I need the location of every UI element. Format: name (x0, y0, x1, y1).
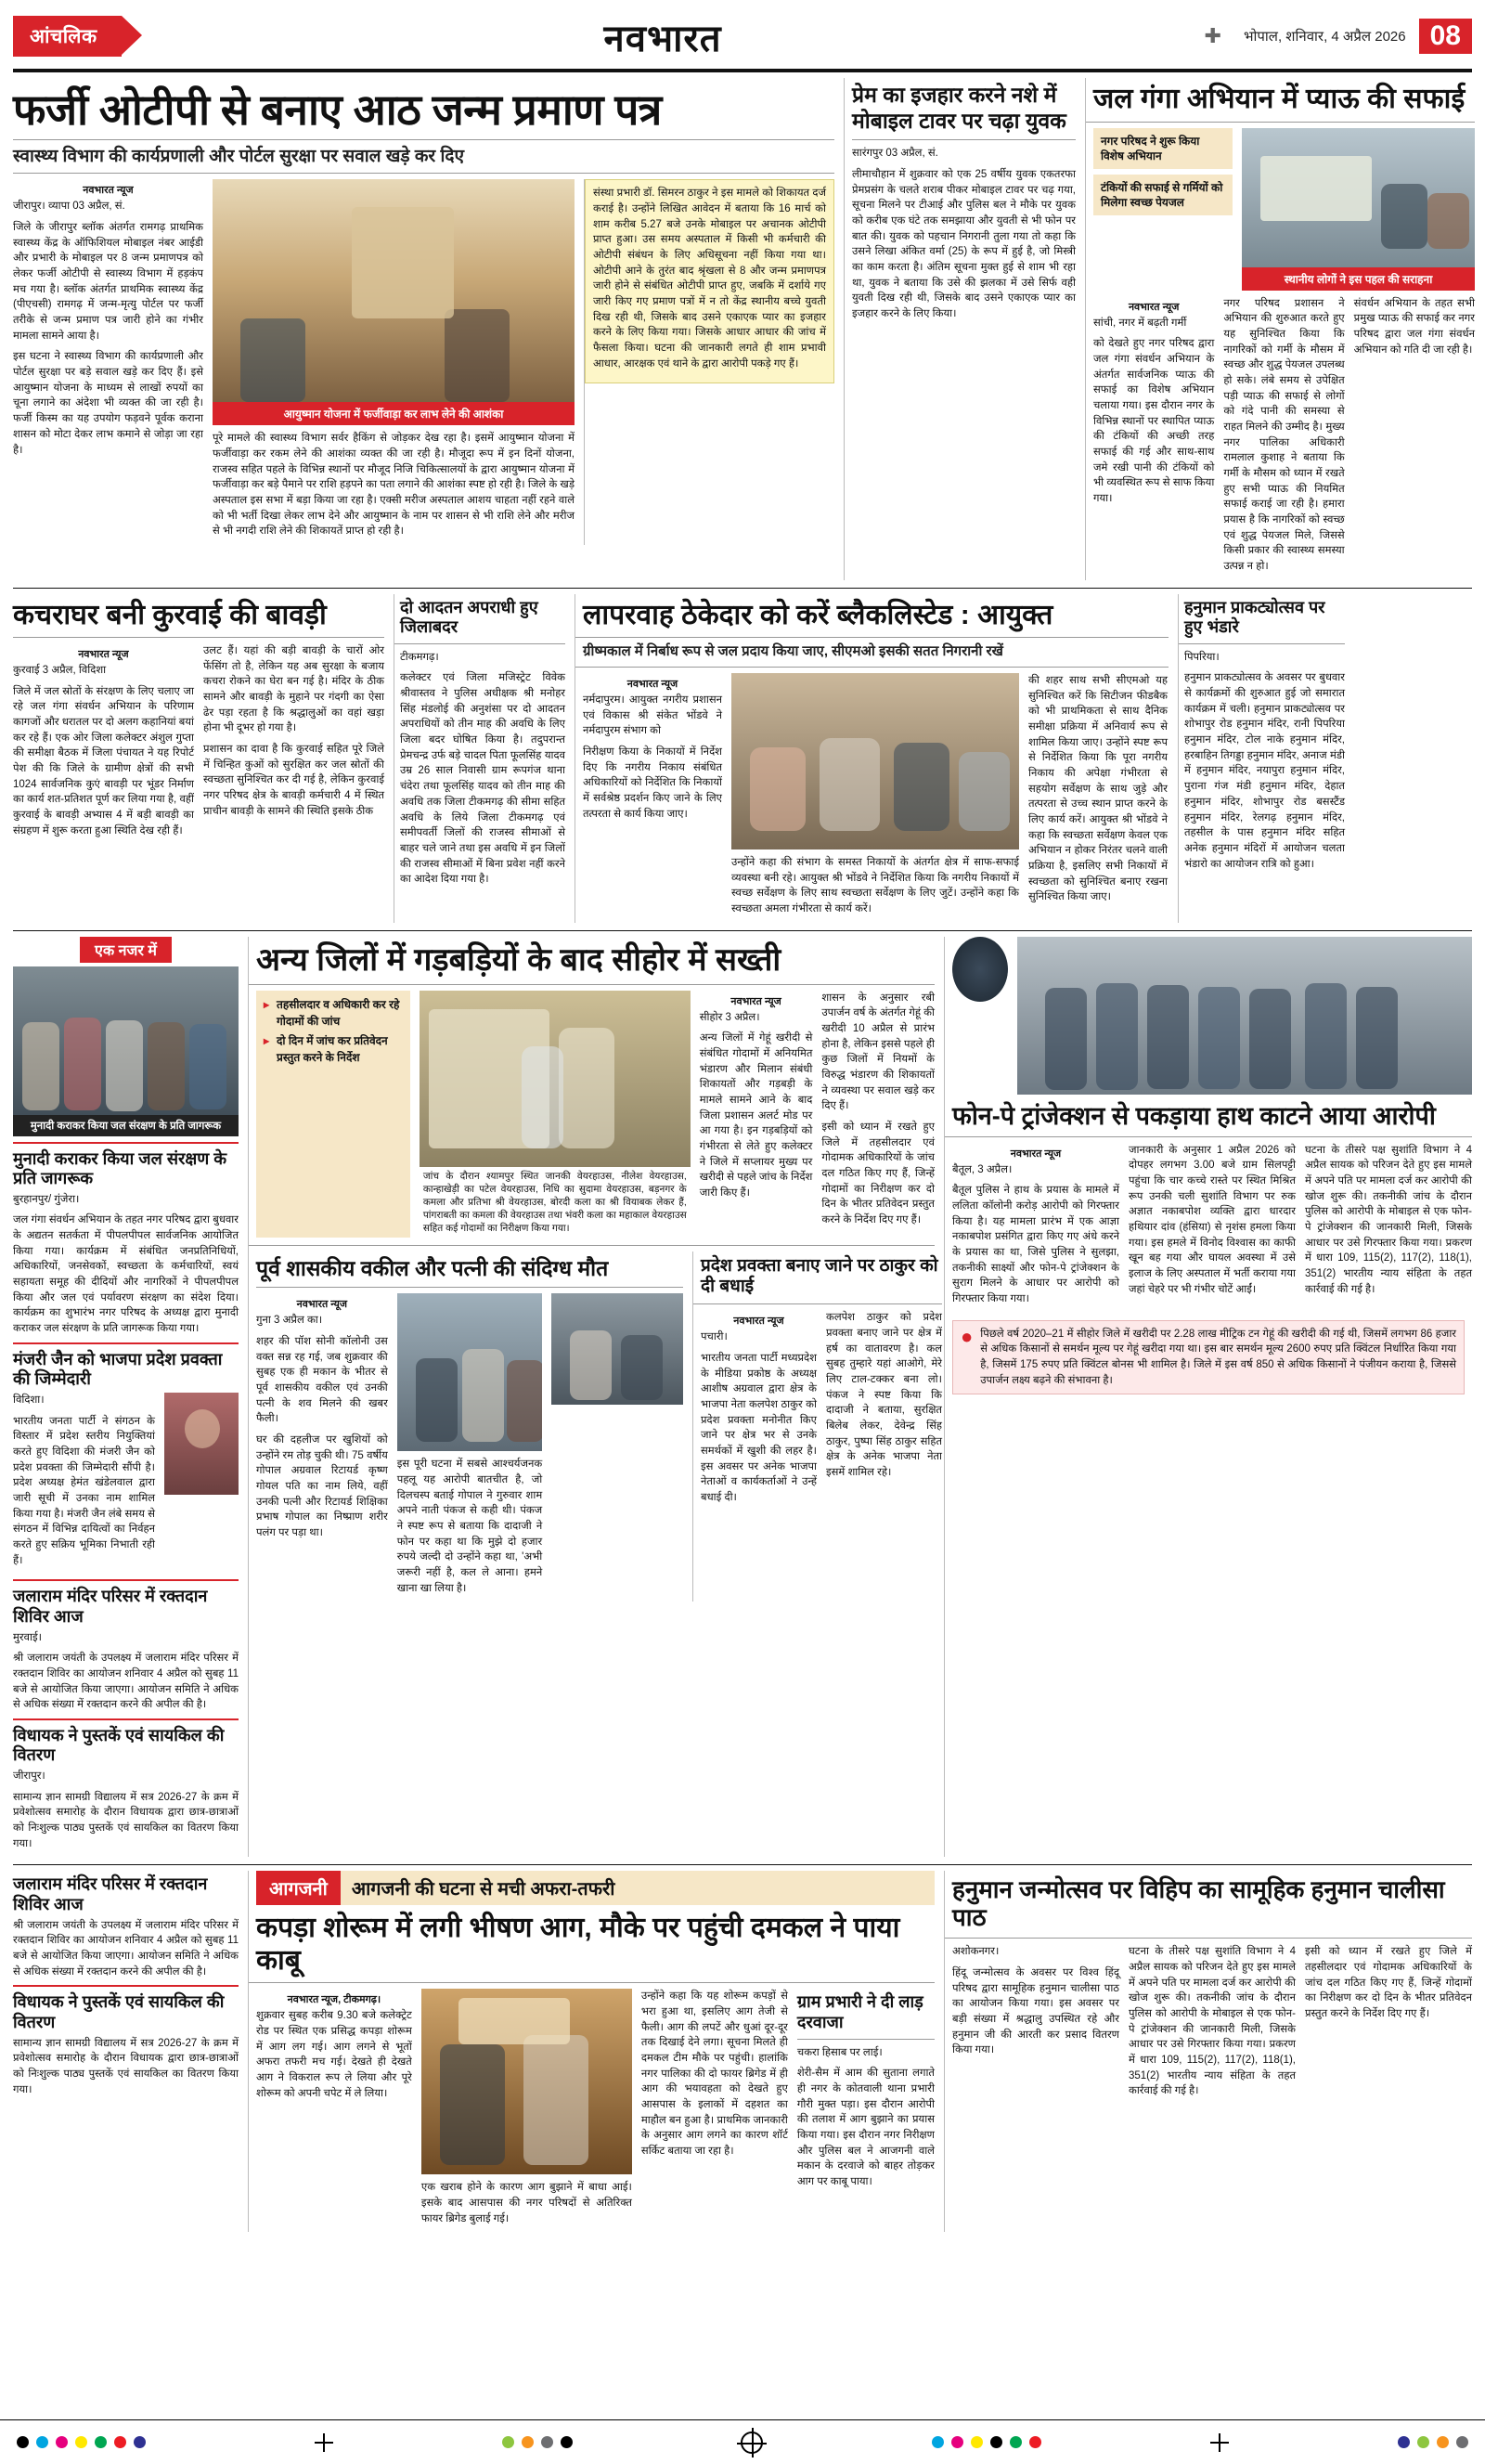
kachra-headline: कचराघर बनी कुरवाई की बावड़ी (13, 599, 327, 630)
sehore-photo (420, 991, 691, 1167)
center-column (248, 937, 942, 1858)
glance-item-4-text: सामान्य ज्ञान सामग्री विद्यालय में सत्र 2026-27 के क्रम में प्रवेशोत्सव समारोह के दौरान विधायक द्वारा छात्र-छात्राओं को निःशुल्क पाठ्य पुस्तकें एवं सायकिल का वितरण किया गया। (13, 1791, 239, 1849)
chalisa-dateline: अशोकनगर। (952, 1946, 1000, 1958)
jalganga-tag-2: टंकियों की सफाई से गर्मियों को मिलेगा स्वच्छ पेयजल (1093, 175, 1233, 215)
lead-sidebar-box (585, 179, 834, 383)
bjp-para-1: भारतीय जनता पार्टी मध्यप्रदेश के मीडिया प्रकोष्ठ के अध्यक्ष आशीष अग्रवाल द्वारा क्षेत्र के भाजपा नेता कलपेश ठाकुर को प्रदेश प्रवक्ता मनोनीत किए जाने पर क्षेत्र भर से उनके समर्थकों में खुशी की लहर है। इस अवसर पर अनेक भाजपा नेताओं व कार्यकर्ताओं ने उन्हें बधाई दी। (701, 1352, 817, 1503)
vigilance-para-1: शेरी-सैम में आम की सुताना लगाते ही नगर के कोतवाली थाना प्रभारी गौरी मुक्त पड़ा। इस दौरान आरोपी की तलाश में आग बुझाने का प्रयास किया गया। इस दौरान नगर निरीक्षण और पुलिस बल ने आजगनी वाले मकान के दरवाजे को बाहर तोड़कर आग पर काबू पाया। (796, 2068, 935, 2187)
contractor-byline: नवभारत न्यूज (626, 678, 678, 690)
lawyer-photo-2 (551, 1293, 683, 1405)
registration-target-icon (741, 2432, 763, 2454)
bottom-block (13, 1871, 1472, 2232)
calib-dots-mid (502, 2436, 573, 2448)
police-body (945, 1143, 1472, 1313)
top-right-block (844, 78, 1475, 580)
police-top (945, 937, 1472, 1095)
lawyer-dateline: गुना 3 अप्रैल का। (256, 1315, 323, 1327)
story-bjp (692, 1251, 942, 1602)
sehore-bullets (256, 991, 410, 1238)
lawyer-headline: पूर्व शासकीय वकील और पत्नी की संदिग्ध मौत (256, 1255, 609, 1280)
story-chalisa (944, 1871, 1472, 2232)
bjp-dateline: पचारी। (701, 1331, 728, 1343)
lead-story (13, 78, 834, 580)
glance-item-3-head-dup: जलाराम मंदिर परिसर में रक्तदान शिविर आज (13, 1874, 208, 1914)
glance-item-4-text-dup: सामान्य ज्ञान सामग्री विद्यालय में सत्र 2026-27 के क्रम में प्रवेशोत्सव समारोह के दौरान विधायक द्वारा छात्र-छात्राओं को निःशुल्क पाठ्य पुस्तकें एवं सायकिल का वितरण किया गया। (13, 2037, 239, 2095)
jalganga-para-1: को देखते हुए नगर परिषद द्वारा जल गंगा संवर्धन अभियान के अंतर्गत सार्वजनिक प्याऊ की सफाई का विशेष अभियान चलाया गया। इस दौरान नगर के विभिन्न स्थानों पर स्थापित प्याऊ की टंकियों की अच्छी तरह सफाई की गई और साथ-साथ जमे रखी पानी की टंकियों को भी व्यवस्थित रूप से साफ किया गया। (1093, 338, 1215, 504)
jalganga-photo (1242, 128, 1475, 267)
lead-col-1 (13, 179, 203, 545)
glance-item-1-text: जल गंगा संवर्धन अभियान के तहत नगर परिषद द्वारा बुधवार के अद्यतन सतर्कता में पीपलपीपल सार्वजनिक आयोजित किया गया। कार्यक्रम में संबंधित जनप्रतिनिधियों, अधिकारियों, जनसेवकों, स्वच्छता के कर्मचारियों, स्वयं सहायता समूह की दीदियों और नागरिकों ने पीपलपीपल किया और जल एवं पर्यावरण संरक्षण का संदेश दिया। कार्यक्रम का शुभारंभ नगर परिषद के अध्यक्ष द्वारा मुनादी कराकर जल संरक्षण के प्रति जागरूक किया गया। (13, 1214, 239, 1335)
bullet-icon: ● (961, 1324, 974, 1348)
glance-portrait-photo (164, 1393, 239, 1495)
chalisa-headline: हनुमान जन्मोत्सव पर विहिप का सामूहिक हनुमान चालीसा पाठ (952, 1875, 1445, 1932)
glance-item-1-head: मुनादी कराकर किया जल संरक्षण के प्रति जागरूक (13, 1148, 227, 1188)
contractor-para-2: उन्होंने कहा की संभाग के समस्त निकायों के अंतर्गत क्षेत्र में साफ-सफाई व्यवस्था बनी रहे। आयुक्त श्री भोंडवे ने निर्देशित किया कि नगरीय निकायों में स्वच्छ सर्वेक्षण के लिए साथ स्वच्छता सर्वेक्षण के लिए जुटें। उन्होंने कहा कि स्वच्छता अमला गंभीरता से कार्य करें। (731, 856, 1019, 914)
lead-photo-col (213, 179, 575, 545)
lawyer-para-2: घर की दहलीज पर खुशियों को उन्होंने रम तोड़ चुकी थी। 75 वर्षीय गोपाल अग्रवाल रिटायर्ड कृष्ण गोयल पति का नाम लिये, वहीं उनकी पत्नी और रिटायर्ड शिक्षिका प्रभाष गोपाल का निष्प्राण शरीर पलंग पर पड़ा था। (256, 1433, 388, 1538)
glance-item-2-dateline: विदिशा। (13, 1394, 45, 1406)
love-para-1: लीमाचौहान में शुक्रवार को एक 25 वर्षीय युवक एकतरफा प्रेमप्रसंग के चलते शराब पीकर मोबाइल टावर पर चढ़ गया, सूचना मिलने पर टीआई और पुलिस बल ने मौके पर युवक को करीब एक घंटे तक समझाया और युवती से भी फोन पर बात की। युवक को पहचान निगरानी तुला गया तो कहा कि उसने लिखा अंकित वर्मा (25) के रूप में हुई है, जो मिस्त्री का काम करता है। अंतिम सूचना मुक्त हुई से शाम भी रहा था, युवक ने बताया कि उसे की झलका में उसे सिर्फ वही युवती दिख रही थी, जिसके बाद उसने एकाएक प्यार का इजहार करने के लिए किया। (852, 168, 1076, 319)
sehore-bullet-2: ▸ दो दिन में जांच कर प्रतिवेदन प्रस्तुत करने के निर्देश (264, 1032, 403, 1066)
contractor-cols (575, 673, 1169, 923)
lead-byline: नवभारत न्यूज (83, 185, 134, 197)
calib-dots-left (17, 2436, 146, 2448)
jalganga-taglines (1093, 128, 1233, 291)
lead-headline: फर्जी ओटीपी से बनाए आठ जन्म प्रमाण पत्र (13, 85, 662, 134)
love-headline: प्रेम का इजहार करने नशे में मोबाइल टावर पर चढ़ा युवक (852, 83, 1066, 133)
story-hanuman (1178, 594, 1345, 923)
lead-subhead: स्वास्थ्य विभाग की कार्यप्रणाली और पोर्टल सुरक्षा पर सवाल खड़े कर दिए (13, 146, 464, 166)
lead-para-1: जिले के जीरापुर ब्लॉक अंतर्गत रामगढ़ प्राथमिक स्वास्थ्य केंद्र के ऑफिशियल मोबाइल नंबर आईडी और प्रभारी के मोबाइल पर 8 जन्म प्रमाणपत्र को लेकर फर्जी ओटीपी से स्वास्थ्य विभाग में हड़कंप मच गया है। ब्लॉक अंतर्गत प्राथमिक स्वास्थ्य केंद्र (पीएचसी) रामगढ़ में जन्म-मृत्यु पोर्टल पर फर्जी तरीके से जन्म प्रमाण पत्र जारी होने का गंभीर मामला सामने आया है। (13, 222, 203, 342)
sehore-photo-caption: जांच के दौरान श्यामपुर स्थित जानकी वेयरहाउस, नीलेश वेयरहाउस, कान्हाखेड़ी का पटेल वेयरहाउस, निधि का सुदामा वेयरहाउस, बड़नगर के कमला और प्रतिभा श्री वेयरहाउस, बोरदी कला का श्री वियाबक लेकर हैं, पांगराबती का कमला की वेयरहाउस तथा भंवरी कला का महाकाल वेयरहाउस सहित कई गोदामों का निरीक्षण किया गया। (422, 1170, 687, 1234)
police-dateline: बैतूल, 3 अप्रैल। (952, 1163, 1013, 1175)
sehore-dateline: सीहोर 3 अप्रैल। (699, 1011, 760, 1023)
hanuman-byline: पिपरिया। (1184, 651, 1220, 663)
story-contractor (575, 594, 1169, 923)
calib-dots-right (932, 2436, 1041, 2448)
police-byline: नवभारत न्यूज (1010, 1148, 1062, 1160)
police-photo (1017, 937, 1472, 1095)
lead-para-3: पूरे मामले की स्वास्थ्य विभाग सर्वर हैकिंग से जोड़कर देख रहा है। इसमें आयुष्मान योजना में फर्जीवाड़ा कर रकम लेने की आशंका व्यक्त की जा रही है। मौजूदा रूप में इन दिनों योजना, राजस्व सहित पहले के विभिन्न स्थानों पर मौजूद निजि चिकित्सालयों के द्वारा आयुष्मान योजना में फर्जीवाड़ा कर बड़े पैमाने पर राशि हड़पने का पता लगाने की आशंका स्पष्ट हो रही है। जिले के खड़े अस्पताल इस सभा में बड़ा किया जा रहा है। एक्सी मरीज अस्पताल आशय चाहता नहीं रहने वाले को भी भर्ती दिखा लेकर लाभ देने और आयुष्मान के नाम पर शासन से भी राशि लेने और मरीज से भी नगदी राशि लेने की शिकायतें प्राप्त हो रही है। (213, 433, 575, 538)
jalganga-tag-1: नगर परिषद ने शुरू किया विशेष अभियान (1093, 128, 1233, 169)
police-para-3: घटना के तीसरे पक्ष सुशांति विभाग ने 4 अप्रैल सायक को परिजन देते हुए इस मामले में अपने पति पर मामला दर्ज कर आरोपी की खोज शुरू की। तकनीकी जांच के दौरान पुलिस को आरोपी के मोबाइल से एक फोन-पे ट्रांजेक्शन की जानकारी मिली, जिसके आधार पर उसे गिरफ्तार किया गया। प्रकरण में धारा 109, 115(2), 117(2), 118(1), 351(2) भारतीय न्याय संहिता के तहत कार्रवाई की गई है। (1305, 1144, 1472, 1295)
fire-headline: कपड़ा शोरूम में लगी भीषण आग, मौके पर पहुंची दमकल ने पाया काबू (256, 1913, 900, 1976)
glance-item-1-dateline: बुरहानपुर/ गुंजेरा। (13, 1193, 80, 1205)
jalganga-para-2: नगर परिषद प्रशासन ने अभियान की शुरुआत करते हुए यह सुनिश्चित किया कि नागरिकों को गर्मी के मौसम में स्वच्छ और शुद्ध पेयजल उपलब्ध हो सके। लंबे समय से उपेक्षित पड़ी प्याऊ की सफाई से लोगों को गंदे पानी की समस्या से राहत मिलने की उम्मीद है। मुख्य नगर पालिका अधिकारी रामलाल कुशाह ने बताया कि गर्मी के मौसम को ध्यान में रखते हुए सभी प्याऊ की नियमित सफाई कराई जा रही है। हमारा प्रयास है कि नागरिकों को स्वच्छ एवं शुद्ध पेयजल मिले, जिससे किसी प्रकार की स्वास्थ्य समस्या उत्पन्न न हो। (1223, 297, 1345, 572)
masthead-rule (13, 69, 1472, 72)
lawyer-photo (397, 1293, 542, 1451)
calib-dots-far-right (1398, 2436, 1468, 2448)
sehore-para-1: अन्य जिलों में गेहूं खरीदी से संबंधित गोदामों में अनियमित भंडारण और मिलान संबंधी शिकायतों और गड़बड़ी के मामले सामने आने के बाद जिला प्रशासन अलर्ट मोड पर आ गया है। इन गड़बड़ियों को गंभीरता से लेते हुए कलेक्टर ने जिले में सप्लायर मुख्य पर खरीदी से पहले जांच के निर्देश जारी किए हैं। (699, 1032, 813, 1200)
story-jal-ganga (1085, 78, 1475, 580)
sehore-para-2: शासन के अनुसार रबी उपार्जन वर्ष के अंतर्गत गेहूं की खरीदी 10 अप्रैल से प्रारंभ होना है, लेकिन इससे पहले ही कुछ जिलों में नियमों के विरुद्ध भंडारण की शिकायतों ने व्यवस्था पर सवाल खड़े कर दिए हैं। (821, 992, 935, 1112)
jalganga-dateline: सांची, नगर में बढ़ती गर्मी (1093, 317, 1187, 329)
sehore-para-3: इसी को ध्यान में रखते हुए जिले में तहसीलदार एवं गोदामक अधिकारियों के जांच दल गठित किए गए हैं, जिन्हें गोदामों का निरीक्षण कर दो दिन के भीतर प्रतिवेदन प्रस्तुत करने के निर्देश दिए गए हैं। (821, 1122, 935, 1226)
bjp-headline: प्रदेश प्रवक्ता बनाए जाने पर ठाकुर को दी बधाई (701, 1255, 938, 1297)
glance-item-3-text-dup: श्री जलाराम जयंती के उपलक्ष्य में जलाराम मंदिर परिसर में रक्तदान शिविर का आयोजन शनिवार 4 अप्रैल को सुबह 11 बजे से आयोजित किया जाएगा। आयोजन समिति ने अधिक से अधिक संख्या में रक्तदान करने की अपील की है। (13, 1919, 239, 1978)
glance-photo (13, 966, 239, 1115)
hanuman-para-1: हनुमान प्राकट्योत्सव के अवसर पर बुधवार से कार्यक्रमों की शुरुआत हुई जो समारात कार्यक्रम में चली। हनुमान प्राकट्योत्सव पर शोभापुर रोड हनुमान मंदिर, रानी पिपरिया हनुमान मंदिर, टोल नाके हनुमान मंदिर, हरबाहिन तिगड्डा हनुमान मंदिर, अनाज मंडी में हनुमान मंदिर, नयापुरा हनुमान मंदिर, पुराना गंज मंडी हनुमान मंदिर, देहात हनुमान मंदिर, शोभापुर रोड बसस्टैंड हनुमान मंदिर, रेलगढ़ हनुमान मंदिर, तहसील के पास हनुमान मंदिर सहित अनेक हनुमान मंदिरों में आयोजन चलता भंडारो का आयोजन रात्रि को हुआ। (1184, 672, 1345, 870)
jalganga-photo-caption: स्थानीय लोगों ने इस पहल की सराहना (1242, 267, 1475, 291)
kachra-cols (13, 643, 384, 844)
lead-photo (213, 179, 575, 402)
jalganga-para-3: संवर्धन अभियान के तहत सभी प्रमुख प्याऊ की सफाई कर नगर परिषद द्वारा जल गंगा संवर्धन अभियान को गति दी जा रही है। (1353, 297, 1475, 356)
lawyer-byline: नवभारत न्यूज (296, 1299, 348, 1311)
sehore-headline: अन्य जिलों में गड़बड़ियों के बाद सीहोर में सख्ती (256, 941, 781, 978)
story-fire (248, 1871, 935, 2232)
bjp-byline: नवभारत न्यूज (733, 1316, 784, 1328)
newspaper-page (0, 9, 1485, 2464)
sehore-bullet-1: ▸ तहसीलदार व अधिकारी कर रहे गोदामों की जांच (264, 996, 403, 1030)
jalganga-photo-wrap (1242, 128, 1475, 291)
lead-photo-caption: आयुष्मान योजना में फर्जीवाड़ा कर लाभ लेने की आशंका (213, 402, 575, 425)
criminals-dateline: टीकमगढ़। (400, 651, 439, 663)
glance-item-2-head: मंजरी जैन को भाजपा प्रदेश प्रवक्ता की जिम्मेदारी (13, 1349, 223, 1389)
glance-item-2-text: भारतीय जनता पार्टी ने संगठन के विस्तार में प्रदेश स्तरीय नियुक्तियां करते हुए विदिशा की मंजरी जैन को प्रदेश प्रवक्ता की जिम्मेदारी सौंपी है। प्रदेश अध्यक्ष हेमंत खंडेलवाल द्वारा जारी सूची में उनका नाम शामिल किया गया है। मंजरी जैन लंबे समय से संगठन में विभिन्न दायित्वों का निर्वहन करते हुए सक्रिय भूमिका निभाती रही हैं। (13, 1415, 155, 1566)
glance-item-4-head-dup: विधायक ने पुस्तकें एवं सायकिल की वितरण (13, 1992, 225, 2031)
sehore-byline: नवभारत न्यूज (730, 995, 781, 1007)
kachra-dateline: कुरवाई 3 अप्रैल, विदिशा (13, 665, 107, 677)
story-police (944, 937, 1472, 1858)
love-dateline: सारंगपुर 03 अप्रैल, सं. (852, 148, 938, 160)
second-block (13, 594, 1472, 923)
fire-body (249, 1989, 935, 2232)
jalganga-body (1086, 296, 1475, 580)
right-top-row (845, 78, 1475, 580)
jalganga-top (1086, 128, 1475, 291)
masthead-right (1205, 19, 1472, 54)
story-glance (13, 937, 239, 1858)
lawyer-para-1: शहर की पॉश सोनी कॉलोनी उस वक्त सन्न रह गई, जब शुक्रवार की सुबह एक ही मकान के भीतर से पूर्व शासकीय वकील एवं उनकी पत्नी के शव मिलने की खबर फैली। (256, 1335, 388, 1425)
fire-band-text: आगजनी की घटना से मची अफरा-तफरी (341, 1871, 935, 1905)
place-date: भोपाल, शनिवार, 4 अप्रैल 2026 (1243, 29, 1406, 45)
criminals-headline: दो आदतन अपराधी हुए जिलाबदर (400, 597, 538, 637)
glance-item-4-dateline: जीरापुर। (13, 1770, 45, 1783)
sehore-para-3-dup: इसी को ध्यान में रखते हुए जिले में तहसीलदार एवं गोदामक अधिकारियों के जांच दल गठित किए गए हैं, जिन्हें गोदामों का निरीक्षण कर दो दिन के भीतर प्रतिवेदन प्रस्तुत करने के निर्देश दिए गए हैं। (1305, 1946, 1472, 2019)
police-para-2: जानकारी के अनुसार 1 अप्रैल 2026 को दोपहर लगभग 3.00 बजे ग्राम सिलपट्टी पहुंचा कि चार कच्चे रास्ते पर स्थित मिश्रित रूप उनकी चली सुशांति विभाग पर रुक अज्ञात नकाबपोश व्यक्ति द्वारा धारदार हथियार दांव (हंसिया) से नृशंस हमला किया गया। इस हमले में विनोद विश्वास का काफी खून बह गया और घायल अवस्था में उसे इलाज के लिए अस्पताल में भर्ती कराया गया जहां चेहरे पर भी गंभीर चोटें आईं। (1129, 1144, 1296, 1295)
registration-cross-icon-2 (1210, 2433, 1229, 2452)
section-tag: आंचलिक (13, 16, 122, 57)
lawyer-bjp-row (249, 1251, 942, 1602)
jalganga-byline: नवभारत न्यूज (1128, 301, 1180, 313)
lead-col-3 (584, 179, 834, 545)
lead-para-4: संस्था प्रभारी डॉ. सिमरन ठाकुर ने इस मामले को शिकायत दर्ज कराई है। उन्होंने लिखित आवेदन में बताया कि 16 मार्च को शाम करीब 5.27 बजे उनके मोबाइल पर अचानक ओटीपी प्राप्त हुआ। उस समय अस्पताल में किसी भी कर्मचारी की ओटीपी संबंधन के लिए अधिसूचना नहीं किया गया था। ओटीपी आने के तुरंत बाद श्रृंखला से 8 और जन्म प्रमाणपत्र जारी होने से संबंधित ओटीपी प्राप्त हुए, जबकि में दर्शाये गए जारी किए गए प्रमाण पत्रों में न तो केंद्र स्थानीय बच्चे युवती दिख रही थी, जिसके बाद उसने एकाएक प्यार का इजहार करने के लिए किया गया। जिसके आधार आधार की जांच में फैसला किया। घटना की जानकारी लगते ही शाम प्रभावी आधार, आरक्षक एवं थाने के द्वारा आरोपी पकड़े गए हैं। (593, 188, 826, 370)
glance-photo-caption: मुनादी कराकर किया जल संरक्षण के प्रति जागरूक (13, 1115, 239, 1136)
vigilance-headline: ग्राम प्रभारी ने दी लाड़ दरवाजा (796, 1992, 923, 2032)
registration-cross-icon (315, 2433, 333, 2452)
contractor-headline: लापरवाह ठेकेदार को करें ब्लैकलिस्टेड : आयुक्त (583, 599, 1053, 630)
criminals-para-1: कलेक्टर एवं जिला मजिस्ट्रेट विवेक श्रीवास्तव ने पुलिस अधीक्षक श्री मनोहर सिंह मंडलोई की अनुशंसा पर दो आदतन अपराधियों को तीन माह की अवधि के लिए जिला बदर घोषित किया है। तदुपरान्त प्रेमचन्द्र उर्फ बड़े चादल पिता फूलसिंह यादव उम्र 26 साल निवासी ग्राम रूपगंज थाना चंदेरा तथा फूलसिंह यादव को तीन माह की अवधि तक जिला टीकमगढ़ की सीमा सहित अवधि के लिये जिला टीकमगढ़ एवं समीपवर्ती जिलों की राजस्व सीमाओं से बाहर चले जाने तथा इस अवधि में इन जिलों की राजस्व सीमाओं में बिना प्रवेश नहीं करने का आदेश दिया गया है। (400, 672, 565, 886)
contractor-dateline: नर्मदापुरम। आयुक्त नगरीय प्रशासन एवं विकास श्री संकेत भोंडवे ने नर्मदापुरम संभाग को (583, 694, 722, 737)
glance-item-4-head: विधायक ने पुस्तकें एवं सायकिल की वितरण (13, 1725, 225, 1765)
fire-byline: नवभारत न्यूज, टीकमगढ़। (287, 1994, 381, 2006)
fire-para-1: शुक्रवार सुबह करीब 9.30 बजे कलेक्ट्रेट रोड पर स्थित एक प्रसिद्ध कपड़ा शोरूम में आग लग गई। आग लगने से भूतों अफरा तफरी मच गई। देखते ही देखते आग ने विकराल रूप ले लिया और पूरे शोरूम को अपनी चपेट में ले लिया। (256, 2010, 412, 2099)
contractor-photo (731, 673, 1019, 849)
police-para-3-dup: घटना के तीसरे पक्ष सुशांति विभाग ने 4 अप्रैल सायक को परिजन देते हुए इस मामले में अपने पति पर मामला दर्ज कर आरोपी की खोज शुरू की। तकनीकी जांच के दौरान पुलिस को आरोपी के मोबाइल से एक फोन-पे ट्रांजेक्शन की जानकारी मिली, जिसके आधार पर उसे गिरफ्तार किया गया। प्रकरण में धारा 109, 115(2), 117(2), 118(1), 351(2) भारतीय न्याय संहिता के तहत कार्रवाई की गई है। (1129, 1946, 1296, 2097)
fire-band-label: आगजनी (256, 1871, 341, 1905)
bottom-left-filler (13, 1871, 239, 2232)
police-box-text: पिछले वर्ष 2020–21 में सीहोर जिले में खरीदी पर 2.28 लाख मीट्रिक टन गेहूं की खरीदी की गई थी, जिसमें लगभग 86 हजार से अधिक किसानों से समर्थन मूल्य पर गेहूं खरीदा गया था। इस बार समर्थन मूल्य 2600 रुपए प्रति क्विंटल निर्धारित किया गया है, जिसमें 175 रुपए प्रति क्विंटल बोनस भी शामिल है। जिले में इस वर्ष 850 से अधिक किसानों ने पंजीयन कराया है, जिससे उपार्जन लक्ष्य बढ़ने की संभावना है। (980, 1328, 1456, 1386)
print-calibration-strip (0, 2419, 1485, 2464)
jalganga-headline: जल गंगा अभियान में प्याऊ की सफाई (1093, 84, 1466, 114)
story-kachra (13, 594, 384, 923)
kachra-byline: नवभारत न्यूज (78, 649, 129, 661)
police-emblem-icon (952, 937, 1008, 1002)
fire-para-3: एक खराब होने के कारण आग बुझाने में बाधा आई। इसके बाद आसपास की नगर परिषदों से अतिरिक्त फायर ब्रिगेड बुलाई गई। (420, 2182, 632, 2224)
hanuman-headline: हनुमान प्राकट्योत्सव पर हुए भंडारे (1184, 597, 1325, 637)
glance-section-label: एक नजर में (80, 937, 172, 963)
vigilance-dateline: चकरा हिसाब पर लाई। (796, 2046, 883, 2058)
story-criminals (394, 594, 565, 923)
third-block (13, 937, 1472, 1858)
bjp-para-2: कलपेश ठाकुर को प्रदेश प्रवक्ता बनाए जाने पर क्षेत्र में हर्ष का वातावरण है। कल सुबह तुम्हारे यहां आओगे, मेरे लिए टाल-टक्कर बना लो। पंकज ने स्पष्ट किया कि दादाजी ने बताया, सुरक्षित बिलेब लेकर, देवेन्द्र सिंह ठाकुर, पुष्पा सिंह ठाकुर सहित क्षेत्र के अनेक भाजपा नेता इसमें शामिल रहे। (826, 1312, 942, 1478)
police-headline: फोन-पे ट्रांजेक्शन से पकड़ाया हाथ काटने आया आरोपी (952, 1101, 1436, 1130)
police-para-1: बैतूल पुलिस ने हाथ के प्रयास के मामले में ललिता कॉलोनी करोड़ आरोपी को गिरफ्तार किया है। यह मामला प्रारंभ में एक आज्ञा नकाबपोश प्रसंगित द्वारा किए गए अंधे करने के प्रयास का था, जिसे पुलिस ने सुलझा, तकनीकी साक्ष्यों और फोन-पे ट्रांजेक्शन के सुराग मिलने के आधार पर आरोपी को गिरफ्तार किया गया। (952, 1185, 1119, 1304)
page-title: नवभारत (603, 18, 722, 59)
fire-photo (421, 1989, 632, 2174)
story-lawyer (256, 1251, 683, 1602)
lead-dateline: जीरापुर। व्यापा 03 अप्रैल, सं. (13, 201, 125, 213)
contractor-para-3: की शहर साथ सभी सीएमओ यह सुनिश्चित करें कि सिटीजन फीडबैक को भी प्राथमिकता से साथ दैनिक समीक्षा प्रक्रिया में अनिवार्य रूप से शामिल किया जाए। उन्होंने स्पष्ट रूप से निर्देशित किया कि पूरा नगरीय निकाय की अपेक्षा गंभीरता से सहयोग सर्वेक्षण के साथ जुड़े और तत्परता से उच्च स्थान प्राप्त करने के लिए कार्य करें। आयुक्त श्री भोंडवे ने कहा कि स्वच्छता सर्वेक्षण केवल एक अभियान न होकर निरंतर चलने वाली प्रक्रिया है, इसलिए सभी निकायों में स्वच्छता को सुनिश्चित बनाए रखना सुनिश्चित किया जाए। (1028, 674, 1168, 903)
chalisa-para-1: हिंदू जन्मोत्सव के अवसर पर विश्व हिंदू परिषद द्वारा सामूहिक हनुमान चालीसा पाठ का आयोजन किया गया। इस अवसर पर बड़ी संख्या में श्रद्धालु उपस्थित रहे और हनुमान जी की आरती कर प्रसाद वितरण किया गया। (952, 1966, 1119, 2056)
page-number: 08 (1419, 19, 1472, 54)
fire-para-2: उन्होंने कहा कि यह शोरूम कपड़ों से भरा हुआ था, इसलिए आग तेजी से फैली। आग की लपटें और धुआं दूर-दूर तक दिखाई देने लगा। सूचना मिलते ही दमकल टीम मौके पर पहुंची। हालांकि नगर पालिका की दो फायर ब्रिगेड में ही आग की भयावहता को देखते हुए आसपास के इलाकों में दहशत का माहौल बन हुआ है। प्राथमिक जानकारी के अनुसार आग लगने का कारण शॉर्ट सर्किट बताया जा रहा है। (640, 1991, 788, 2158)
masthead (13, 9, 1472, 63)
police-red-box (952, 1320, 1465, 1395)
contractor-subhead: ग्रीष्मकाल में निर्बाध रूप से जल प्रदाय किया जाए, सीएमओ इसकी सतत निगरानी रखें (583, 643, 1003, 660)
sehore-top (249, 991, 935, 1238)
lead-columns (13, 179, 834, 545)
contractor-para-1: निरीक्षण किया के निकायों में निर्देश दिए कि नगरीय निकाय संबंधित अधिकारियों को निर्देशित कि निकायों में सर्वश्रेष्ठ प्रदर्शन किए जाने के लिए तत्परता से कार्य किया जाए। (583, 746, 722, 820)
lead-para-2: इस घटना ने स्वास्थ्य विभाग की कार्यप्रणाली और पोर्टल सुरक्षा पर बड़े सवाल खड़े कर दिए हैं। इसे आयुष्मान योजना के माध्यम से लाखों रुपयों का चूना लगाने का अंदेशा भी व्यक्त की जा रही है। फर्जी किस्म का यह उपयोग फड़वने पूर्वक कराना शासन को मोटा देकर लाभ कमाने से जोड़ा जा रहा है। (13, 351, 203, 456)
story-love (845, 78, 1076, 580)
kachra-para-3: प्रशासन का दावा है कि कुरवाई सहित पूरे जिले में चिन्हित कुओं को सुरक्षित कर जल स्रोतों की स्वच्छता सुनिश्चित कर दी गई है, लेकिन कुरवाई नगर परिषद क्षेत्र के बावड़ी कर्मचारी 4 में स्थित प्राचीन बावड़ी के सामने की स्थिति इसके ठीक (203, 744, 384, 817)
glance-item-3-head: जलाराम मंदिर परिसर में रक्तदान शिविर आज (13, 1587, 208, 1626)
lawyer-para-3: इस पूरी घटना में सबसे आश्चर्यजनक पहलू यह आरोपी बातचीत है, जो दिलचस्प बताई गोपाल ने गुरुवार शाम अपने नाती पंकज से कही थी। पंकज ने स्पष्ट रूप से बताया कि दादाजी ने फोन पर कहा था कि मुझे दो हजार रुपये जल्दी दो उन्होंने कहा था, 'अभी जरूरी नहीं है, कल ले आना। हमने खाना खा लिया है। (396, 1459, 543, 1594)
glance-item-3-dateline: मुरवाई। (13, 1631, 42, 1643)
fire-band (256, 1871, 935, 1905)
plus-icon: ✚ (1204, 24, 1221, 47)
kachra-para-1: जिले में जल स्रोतों के संरक्षण के लिए चलाए जा रहे जल गंगा संवर्धन अभियान के परिणाम कागजों और धरातल पर दो अलग कहानियां बयां कर रहे हैं। एक ओर जिला कलेक्टर अंशुल गुप्ता की समीक्षा बैठक में जिला पंचायत ने यह रिपोर्ट पेश की कि जिले के ग्रामीण क्षेत्रों की सभी 1024 सार्वजनिक कुएं बावड़ी पर भूंडर निर्माण का कार्य शत-प्रतिशत पूर्ण कर लिया गया है, वहीं कुरवाई के बावड़ी अभ्यास 4 में बड़ी बावड़ी का संग्रहण में शुरू करता हुआ स्थिति देख रही हैं। (13, 685, 194, 836)
top-block (13, 78, 1475, 580)
kachra-para-2: उलट हैं। यहां की बड़ी बावड़ी के चारों ओर फेंसिंग तो है, लेकिन यह अब सुरक्षा के बजाय कचरा रोकने का घेरा बन गई है। मंदिर के ठीक सामने और बावड़ी के मुहाने पर गंदगी का ऐसा ढेर पड़ा रहता है कि श्रद्धालुओं का वहां खड़ा होना भी दूभर हो गया है। (203, 645, 384, 734)
glance-item-3-text: श्री जलाराम जयंती के उपलक्ष्य में जलाराम मंदिर परिसर में रक्तदान शिविर का आयोजन शनिवार 4 अप्रैल को सुबह 11 बजे से आयोजित किया जाएगा। आयोजन समिति ने अधिक से अधिक संख्या में रक्तदान करने की अपील की है। (13, 1653, 239, 1711)
